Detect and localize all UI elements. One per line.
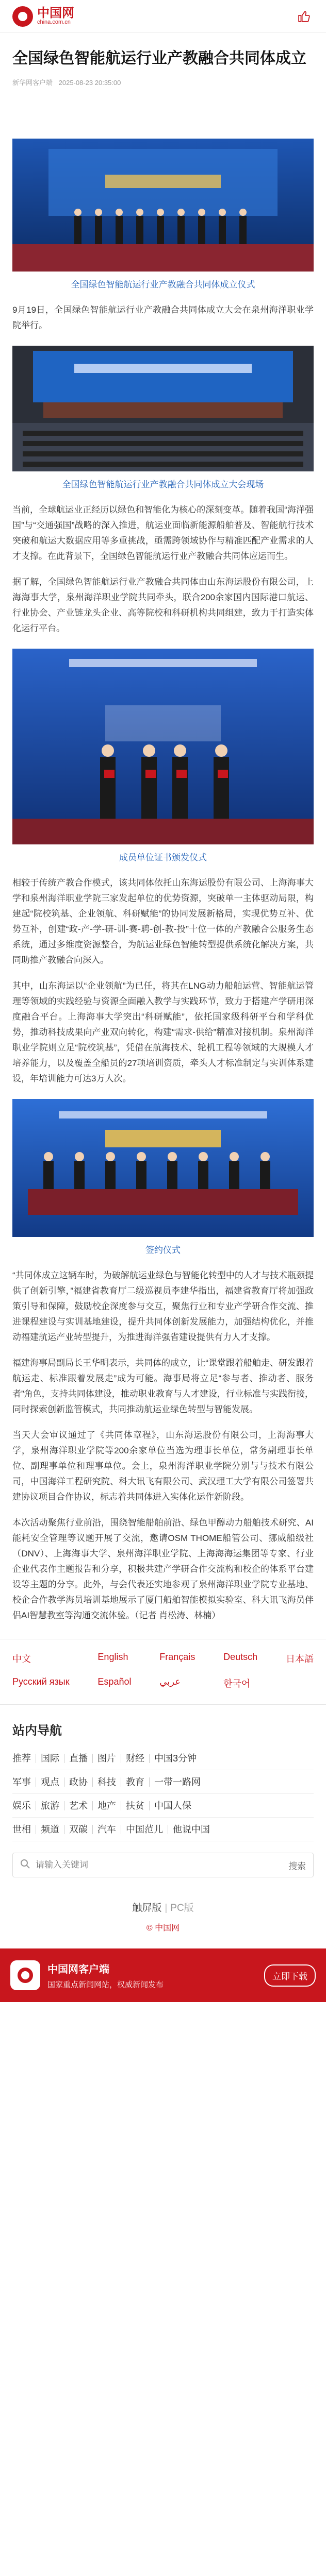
footer-links <box>0 1900 326 1914</box>
nav-link[interactable]: 推荐 <box>12 1753 31 1764</box>
download-button[interactable]: 立即下载 <box>264 1964 316 1987</box>
lang-link-ja[interactable]: 日本語 <box>286 1654 314 1664</box>
pc-version-link[interactable]: PC版 <box>170 1903 194 1913</box>
china-net-logo-icon <box>12 6 33 27</box>
app-download-banner <box>0 1948 326 2002</box>
caption-signing-ceremony: 签约仪式 <box>145 1245 181 1255</box>
app-title: 中国网客户端 <box>47 1964 109 1975</box>
nav-link[interactable]: 双碳 <box>64 1825 92 1834</box>
logo-cn: 中国网 <box>37 6 74 21</box>
site-nav-row <box>12 1770 314 1794</box>
nav-link[interactable]: 政协 <box>64 1777 92 1787</box>
lang-link-en[interactable]: English <box>97 1652 128 1662</box>
paragraph: 其中，山东海运以“企业领航”为已任，将其在LNG动力船舶运营、智能航运管理等领域的实践经验与资源全面融入教学与实践环节，致力于搭建产学研用深度融合平台。上海海事大学突出“科研赋能”，依托国家级科研平台和学科优势，推动科技成果向产业双向转化，构建“需求-供给”精准对接机制。泉州海洋职业学院则立足“院校筑基”，凭借在航海技术、轮机工程等领域的大规模人才培养能力，以及覆盖全船员的27项培训资质，牵头人才标准制定与实训体系建设，年培训能力可达3万人次。 <box>12 981 314 1083</box>
article <box>0 33 326 1623</box>
search-button[interactable]: 搜索 <box>288 1861 306 1871</box>
nav-link[interactable]: 汽车 <box>92 1825 121 1834</box>
language-switcher <box>0 1639 326 1697</box>
lang-link-de[interactable]: Deutsch <box>223 1652 258 1662</box>
photo-signing-ceremony <box>12 1099 314 1237</box>
nav-link[interactable]: 中国3分钟 <box>149 1754 201 1763</box>
nav-link[interactable]: 扶贫 <box>121 1801 149 1810</box>
lang-link-fr[interactable]: Français <box>159 1652 195 1662</box>
app-subtitle: 国家重点新闻网站，权威新闻发布 <box>47 1980 164 1989</box>
app-banner-text <box>47 1961 257 1990</box>
thumbs-up-icon[interactable] <box>295 7 314 26</box>
touch-version-link[interactable]: 触屏版 <box>132 1903 162 1913</box>
paragraph: “共同体成立这辆车时，为破解航运业绿色与智能化转型中的人才与技术瓶颈提供了创新引擎，”福建省教育厅二级巡视员李建华指出，福建省教育厅将加强政策引导和保障，鼓励校企深度参与交互，聚焦行业和专业产学研合作交流、推进课程建设与实训基地建设，提升共同体创新发展能力，加强结构优化，并推动福建航运产业转型提升，为推进海洋强省建设提供有力人才支撑。 <box>12 1270 314 1342</box>
article-meta <box>12 77 314 87</box>
logo-text <box>37 7 74 26</box>
top-header <box>0 0 326 33</box>
copyright: © 中国网 <box>146 1924 180 1933</box>
paragraph: 据了解，全国绿色智能航运行业产教融合共同体由山东海运股份有限公司，上海海事大学，泉州海洋职业学院共同牵头，联合200余家国内国际港口航运、行业协会、产业链龙头企业、高等院校和科研机构共同组建，致力于打造实体化运行平台。 <box>12 577 314 633</box>
caption-launch-ceremony: 全国绿色智能航运行业产教融合共同体成立仪式 <box>71 280 255 290</box>
app-logo-icon <box>10 1960 40 1990</box>
nav-link[interactable]: 中国人保 <box>149 1801 196 1810</box>
paragraph: 本次活动聚焦行业前沿，围绕智能船舶前沿、绿色甲醇动力船舶技术研究、AI能耗安全管理等议题开展了交流，邀请OSM THOME船管公司、挪威船级社（DNV）、上海海事大学、泉州海洋职业学院、上海海海运集团等专家、行业企业代表作主题报告和分享，积极共建产学研合作交流构和校企的体系平台建设等主题的分享。此外，与会代表还实地参观了泉州海洋职业学院专业基地、校企合作教学海员培训基地展示了厦门船舶智能模拟实验室、科大讯飞海员伴侣AI智慧教室等沟通交流体验。（记者 肖松涛、林楠） <box>12 1518 314 1620</box>
paragraph: 9月19日，全国绿色智能航运行业产教融合共同体成立大会在泉州海洋职业学院举行。 <box>12 305 314 330</box>
site-nav-title: 站内导航 <box>0 1704 326 1747</box>
nav-link[interactable]: 频道 <box>36 1825 64 1834</box>
site-nav-row <box>12 1747 314 1770</box>
nav-link[interactable]: 财经 <box>121 1754 149 1763</box>
logo-en: china.com.cn <box>37 19 71 26</box>
photo-launch-ceremony <box>12 139 314 272</box>
caption-conference-hall: 全国绿色智能航运行业产教融合共同体成立大会现场 <box>62 480 264 489</box>
nav-link[interactable]: 世相 <box>12 1824 31 1835</box>
paragraph: 当天大会审议通过了《共同体章程》，山东海运股份有限公司，上海海事大学，泉州海洋职业学院等200余家单位当选为理事长单位，常务副理事长单位、副理事单位和理事单位。会上，泉州海洋职业学院分别与与技术有限公司，中国海洋工程研究院、科大讯飞有限公司、武汉理工大学有限公司签署共建协议项目合作协议，标志着共同体进入实体化运作新阶段。 <box>12 1430 314 1502</box>
nav-link[interactable]: 他说中国 <box>168 1825 215 1834</box>
search-input[interactable] <box>36 1860 288 1870</box>
site-nav <box>0 1747 326 1841</box>
nav-link[interactable]: 观点 <box>36 1777 64 1787</box>
lang-link-zh[interactable]: 中文 <box>12 1654 31 1664</box>
caption-certificate-ceremony: 成员单位证书颁发仪式 <box>119 853 207 862</box>
site-logo[interactable] <box>12 6 74 27</box>
nav-link[interactable]: 艺术 <box>64 1801 92 1810</box>
article-source: 新华网客户端 <box>12 79 53 87</box>
nav-link[interactable]: 教育 <box>121 1777 149 1787</box>
site-nav-row <box>12 1794 314 1818</box>
paragraph: 当前，全球航运业正经历以绿色和智能化为核心的深刻变革。随着我国“海洋强国”与“交通强国”战略的深入推进，航运业面临新能源船舶普及、智能航行技术突破和航运大数据应用等多重挑战，亟需跨领域协作与精准匹配产业需求的人才支撑。在此背景下，全国绿色智能航运行业产教融合共同体应运而生。 <box>12 505 314 561</box>
nav-link[interactable]: 科技 <box>92 1777 121 1787</box>
photo-conference-hall <box>12 346 314 471</box>
lang-link-ru[interactable]: Русский язык <box>12 1676 70 1687</box>
search-box <box>12 1853 314 1877</box>
nav-link[interactable]: 中国范儿 <box>121 1825 168 1834</box>
nav-link[interactable]: 娱乐 <box>12 1800 31 1811</box>
nav-link[interactable]: 地产 <box>92 1801 121 1810</box>
article-title: 全国绿色智能航运行业产教融合共同体成立 <box>12 50 306 67</box>
nav-link[interactable]: 国际 <box>36 1754 64 1763</box>
lang-link-ko[interactable]: 한국어 <box>223 1679 251 1689</box>
site-nav-row <box>12 1818 314 1841</box>
lang-link-ar[interactable]: عربي <box>159 1676 181 1687</box>
nav-link[interactable]: 直播 <box>64 1754 92 1763</box>
nav-link[interactable]: 军事 <box>12 1776 31 1787</box>
lang-link-es[interactable]: Español <box>97 1676 132 1687</box>
footer-separator: | <box>165 1903 168 1913</box>
paragraph: 福建海事局副局长王华明表示，共同体的成立，让“课堂跟着船舶走、研发跟着航运走、标准跟着发展走”成为可能。海事局将立足“参与者、推动者、服务者”角色，支持共同体建设，推动职业教育与人才建设，行业标准与实践衔接，同时探索创新监管模式，共同推动航运业绿色转型与智能发展。 <box>12 1358 314 1414</box>
photo-certificate-ceremony <box>12 649 314 844</box>
nav-link[interactable]: 旅游 <box>36 1801 64 1810</box>
search-icon <box>20 1859 30 1872</box>
nav-link[interactable]: 一带一路网 <box>149 1777 205 1787</box>
nav-link[interactable]: 图片 <box>92 1754 121 1763</box>
article-date: 2025-08-23 20:35:00 <box>58 79 121 87</box>
paragraph: 相较于传统产教合作模式，该共同体依托山东海运股份有限公司、上海海事大学和泉州海洋职业学院三家发起单位的优势资源，突破单一主体驱动局限，构建起“院校筑基、企业领航、科研赋能”的协同发展新格局，实现优势互补、优势互补，创建“政-产-学-研-训-赛-聘-创-教-投”十位一体的产教融合公服务生态系统，通过多维度资源整合，为航运业绿色智能转型提供系统化解决方案，共同助推产教融合向深入。 <box>12 878 314 965</box>
